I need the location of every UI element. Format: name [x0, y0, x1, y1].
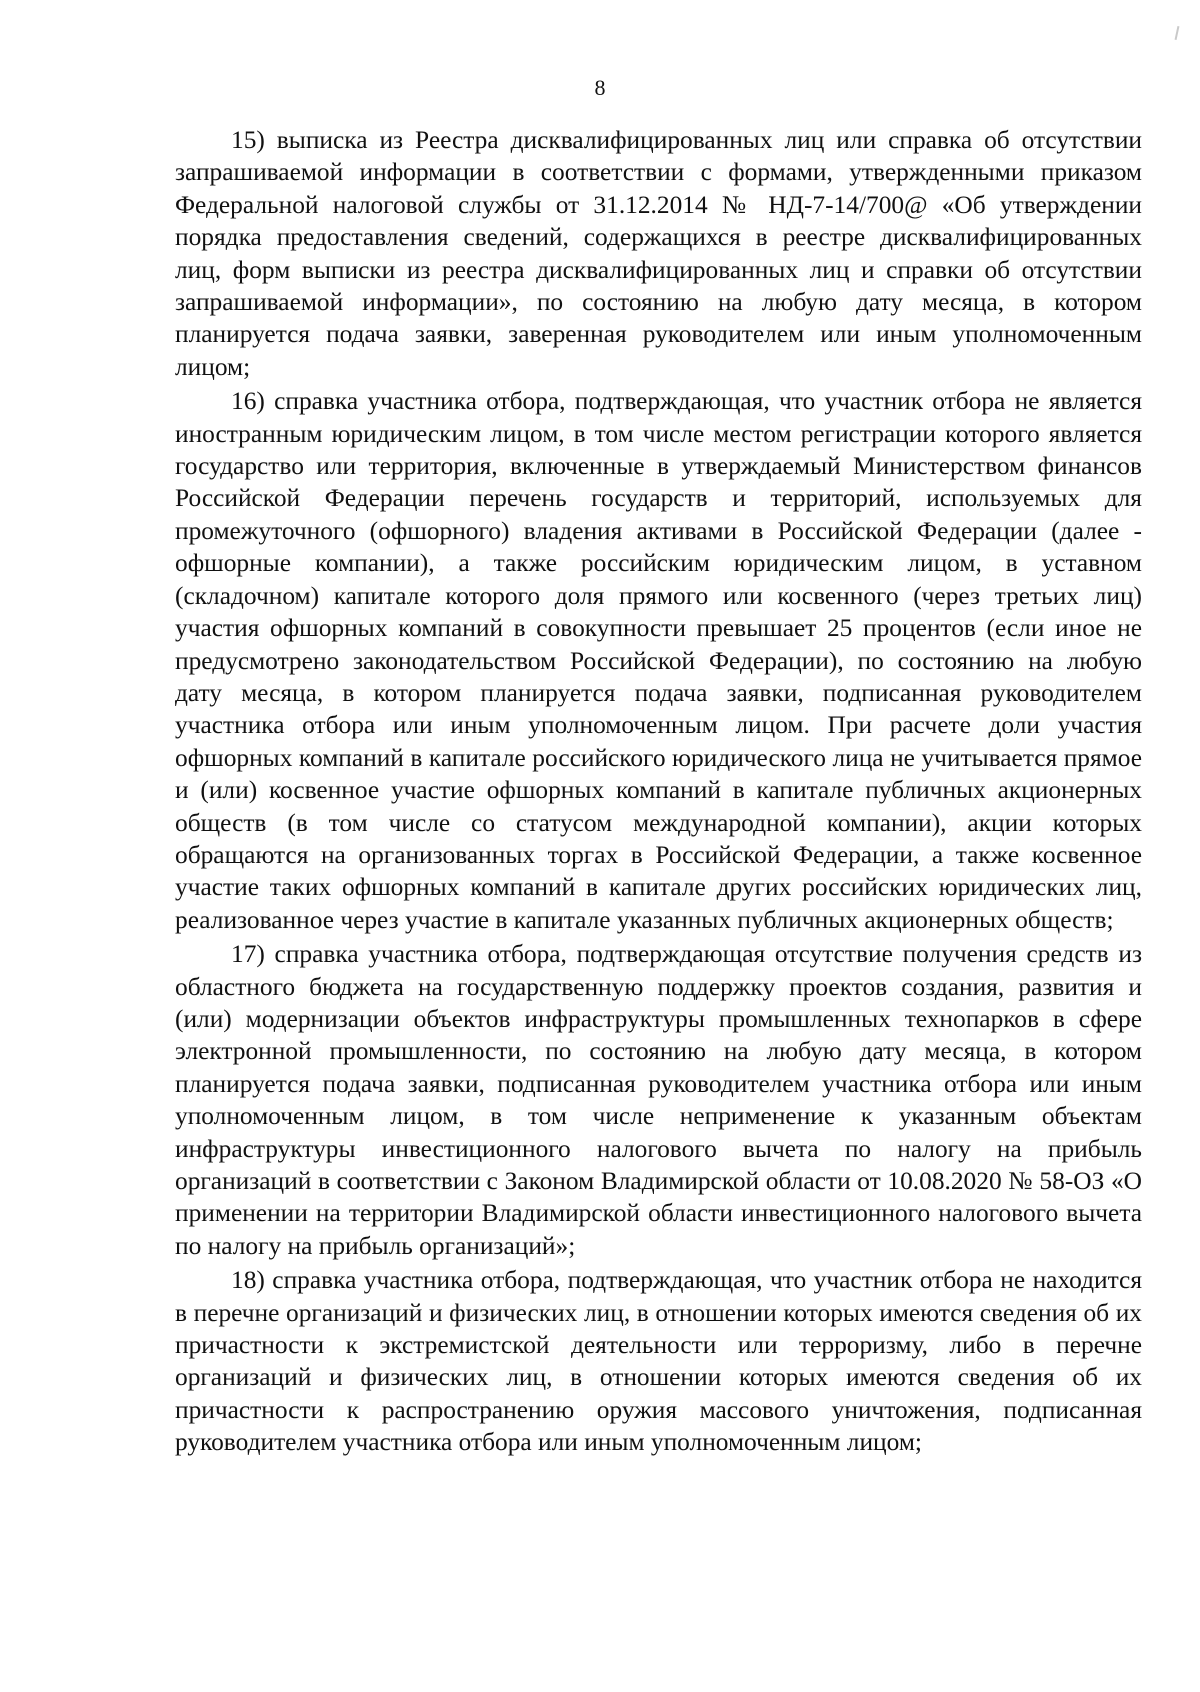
page-number: 8: [594, 75, 606, 100]
paragraph-item-15: 15) выписка из Реестра дисквалифицированных лиц или справка об отсутствии запрашиваемой информации в соответствии с формами, утвержденными приказом Федеральной налоговой службы от 31.12.2014 № НД-7-14/700@ «Об утверждении порядка предоставления сведений, содержащихся в реестре дисквалифицированных лиц, форм выписки из реестра дисквалифицированных лиц и справки об отсутствии запрашиваемой информации», по состоянию на любую дату месяца, в котором планируется подача заявки, заверенная руководителем или иным уполномоченным лицом;: [175, 126, 1142, 381]
document-body: [175, 124, 1142, 1461]
scan-artifact-mark: [1175, 26, 1180, 40]
paragraph-item-16: 16) справка участника отбора, подтверждающая, что участник отбора не является иностранным юридическим лицом, в том числе местом регистрации которого является государство или территория, включенные в утверждаемый Министерством финансов Российской Федерации перечень государств и территорий, используемых для промежуточного (офшорного) владения активами в Российской Федерации (далее - офшорные компании), а также российским юридическим лицом, в уставном (складочном) капитале которого доля прямого или косвенного (через третьих лиц) участия офшорных компаний в совокупности превышает 25 процентов (если иное не предусмотрено законодательством Российской Федерации), по состоянию на любую дату месяца, в котором планируется подача заявки, подписанная руководителем участника отбора или иным уполномоченным лицом. При расчете доли участия офшорных компаний в капитале российского юридического лица не учитывается прямое и (или) косвенное участие офшорных компаний в капитале публичных акционерных обществ (в том числе со статусом международной компании), акции которых обращаются на организованных торгах в Российской Федерации, а также косвенное участие таких офшорных компаний в капитале других российских юридических лиц, реализованное через участие в капитале указанных публичных акционерных обществ;: [175, 387, 1142, 934]
paragraph-item-18: 18) справка участника отбора, подтверждающая, что участник отбора не находится в перечне организаций и физических лиц, в отношении которых имеются сведения об их причастности к экстремистской деятельности или терроризму, либо в перечне организаций и физических лиц, в отношении которых имеются сведения об их причастности к распространению оружия массового уничтожения, подписанная руководителем участника отбора или иным уполномоченным лицом;: [175, 1266, 1142, 1457]
paragraph-item-17: 17) справка участника отбора, подтверждающая отсутствие получения средств из областного бюджета на государственную поддержку проектов создания, развития и (или) модернизации объектов инфраструктуры промышленных технопарков в сфере электронной промышленности, по состоянию на любую дату месяца, в котором планируется подача заявки, подписанная руководителем участника отбора или иным уполномоченным лицом, в том числе неприменение к указанным объектам инфраструктуры инвестиционного налогового вычета по налогу на прибыль организаций в соответствии с Законом Владимирской области от 10.08.2020 № 58-ОЗ «О применении на территории Владимирской области инвестиционного налогового вычета по налогу на прибыль организаций»;: [175, 940, 1142, 1260]
